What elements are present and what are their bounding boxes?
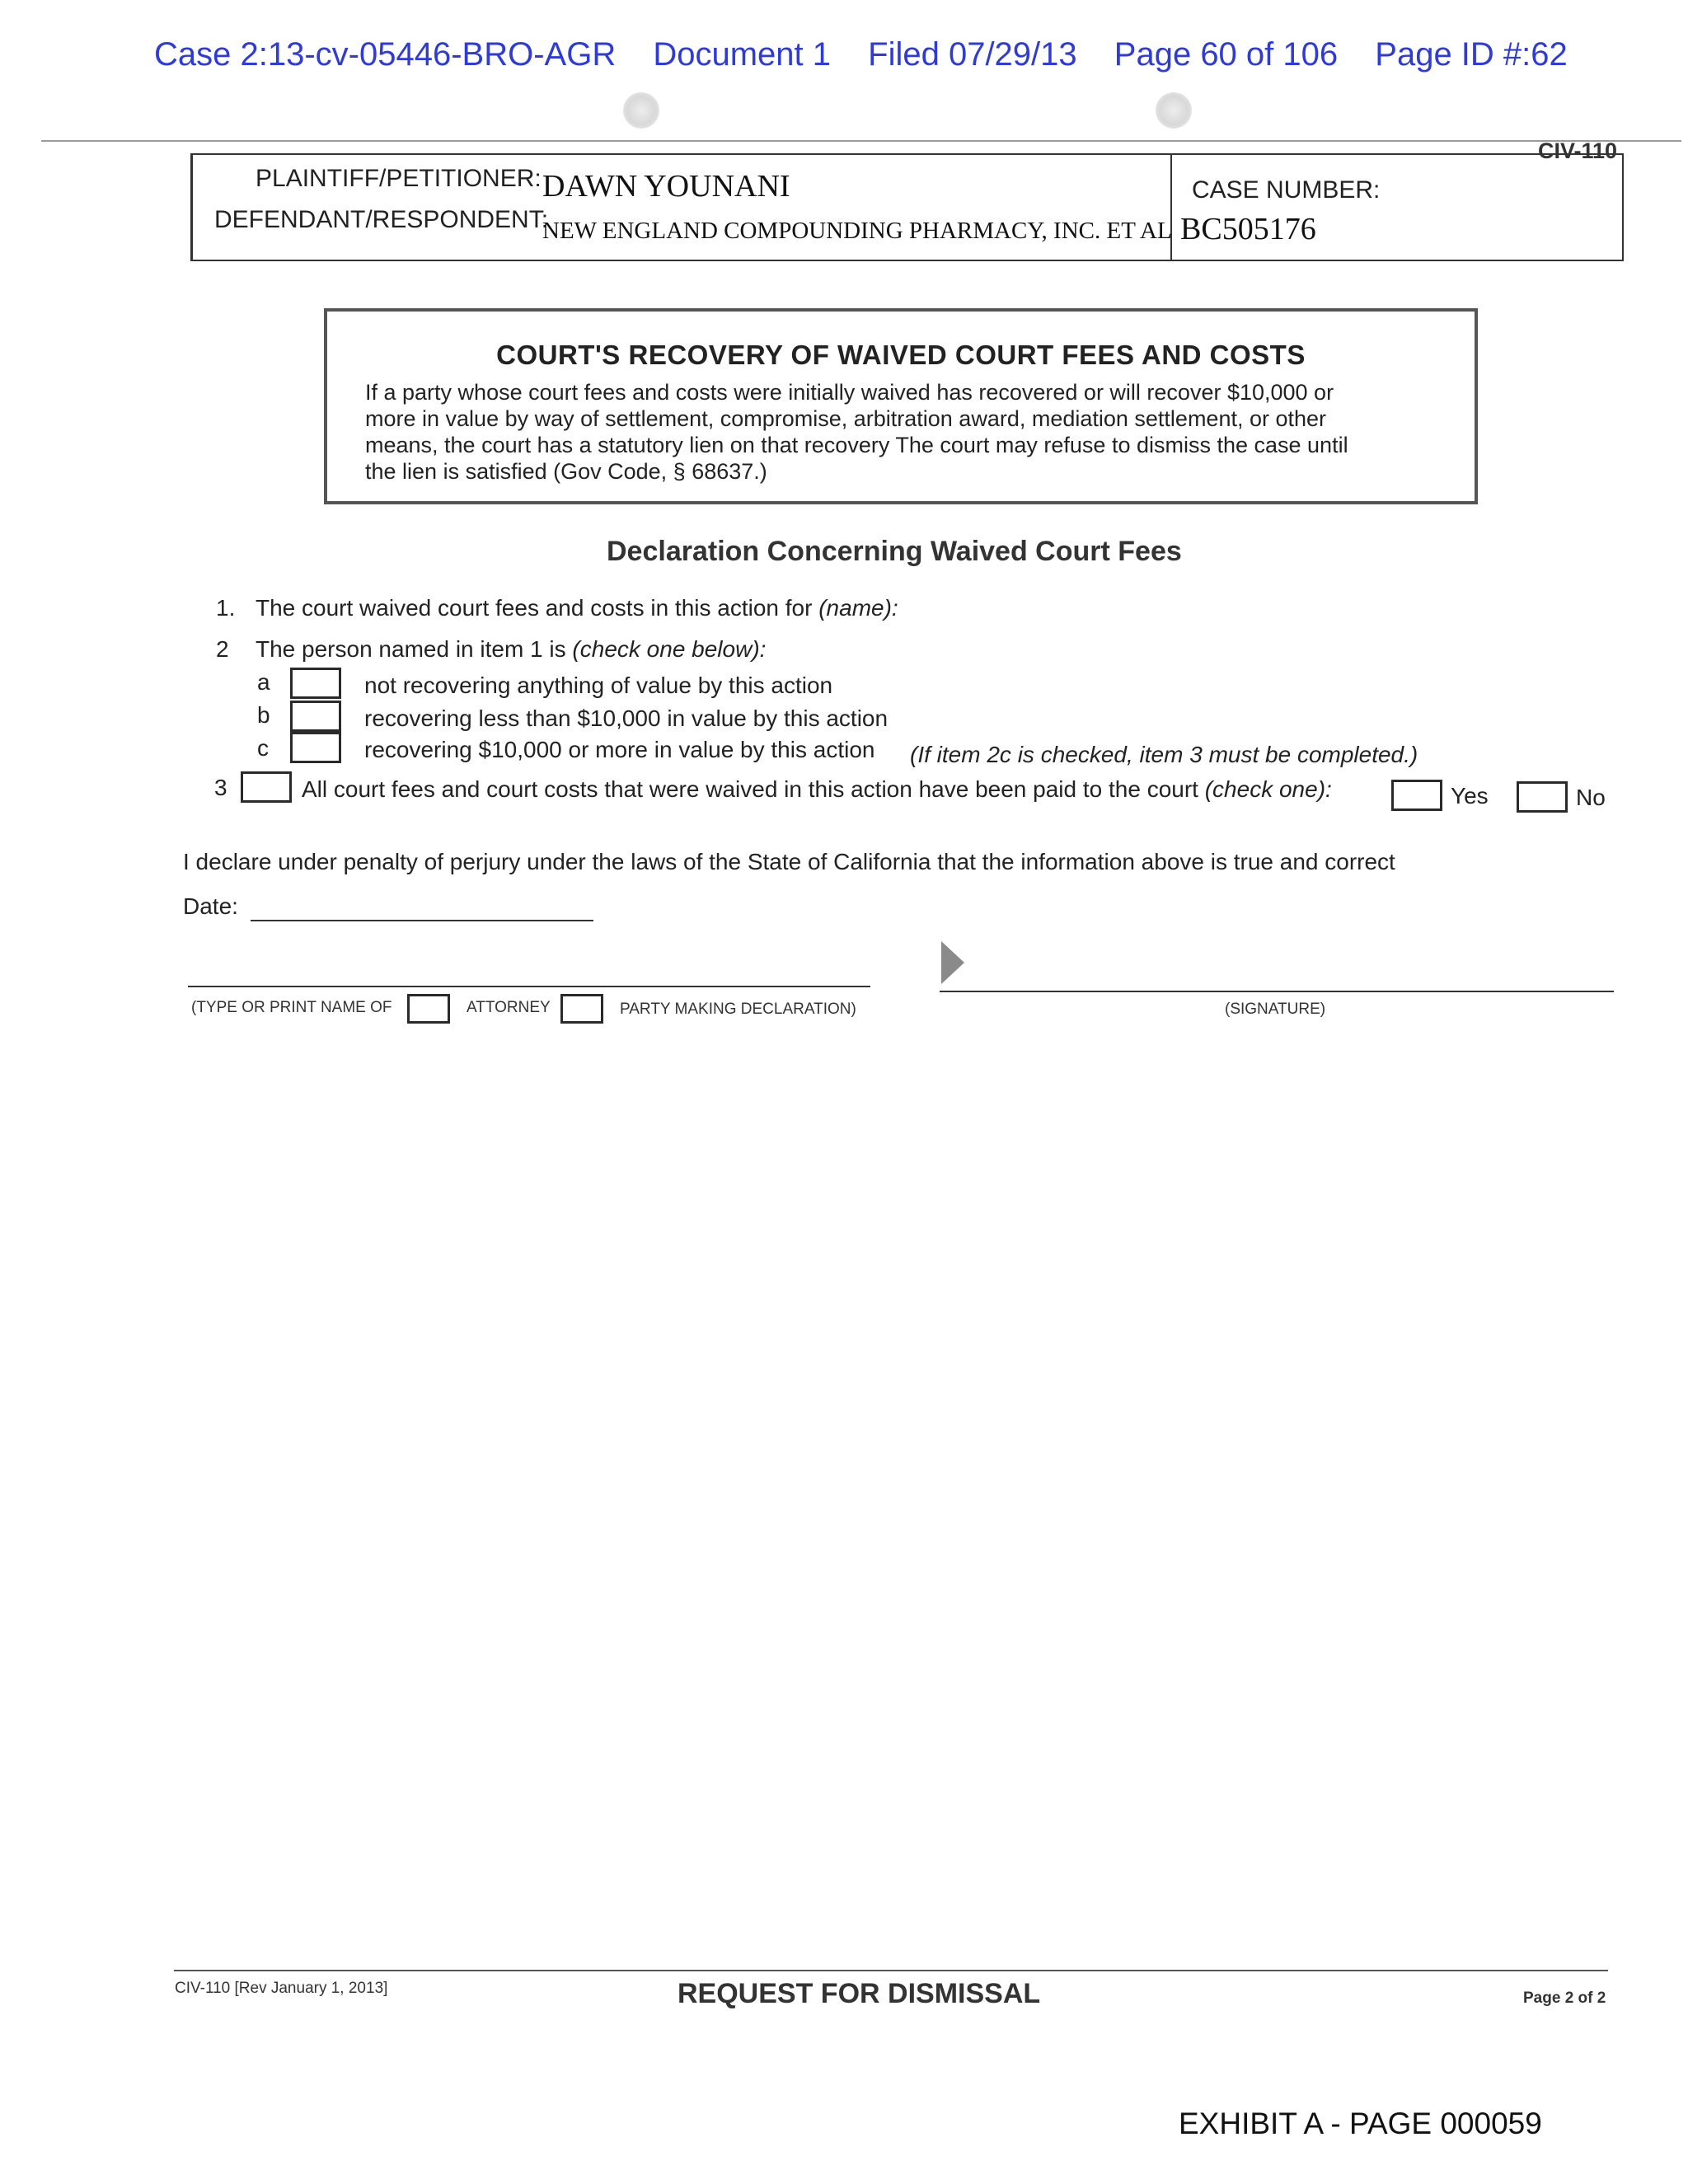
item-2-text: The person named in item 1 is (256, 636, 566, 662)
defendant-label: DEFENDANT/RESPONDENT: (214, 206, 549, 233)
stamp-case: Case 2:13-cv-05446-BRO-AGR (154, 36, 617, 73)
item-2-italic: (check one below): (572, 636, 767, 662)
stamp-page-id: Page ID #:62 (1375, 36, 1568, 73)
item-2b-checkbox[interactable] (290, 701, 341, 732)
signature-caption: (SIGNATURE) (1225, 1001, 1326, 1018)
name-caption: (TYPE OR PRINT NAME OF (191, 999, 392, 1016)
notice-line: means, the court has a statutory lien on that recovery The court may refuse to dismiss the case until (365, 433, 1348, 457)
yes-label: Yes (1451, 783, 1489, 808)
no-checkbox[interactable] (1517, 781, 1568, 813)
item-3-checkbox[interactable] (241, 771, 292, 803)
yes-checkbox[interactable] (1391, 780, 1442, 811)
plaintiff-value: DAWN YOUNANI (542, 169, 790, 204)
item-2a-letter: a (257, 669, 270, 695)
waived-fees-notice (324, 308, 1478, 504)
stamp-filed: Filed 07/29/13 (868, 36, 1077, 73)
top-rule (41, 140, 1681, 142)
attorney-checkbox[interactable] (407, 994, 450, 1024)
item-2b-text: recovering less than $10,000 in value by this action (364, 705, 889, 731)
item-2c-note: (If item 2c is checked, item 3 must be completed.) (910, 742, 1418, 767)
party-checkbox[interactable] (560, 994, 603, 1024)
item-3-text: All court fees and court costs that were waived in this action have been paid to the court (302, 776, 1198, 802)
exhibit-stamp: EXHIBIT A - PAGE 000059 (1179, 2107, 1542, 2140)
filing-stamp (154, 36, 1568, 73)
footer-title: REQUEST FOR DISMISSAL (678, 1978, 1041, 2009)
stamp-page: Page 60 of 106 (1114, 36, 1339, 73)
date-line[interactable] (251, 920, 593, 921)
notice-line: If a party whose court fees and costs were initially waived has recovered or will recover $10,000 or (365, 380, 1334, 405)
case-number-label: CASE NUMBER: (1192, 176, 1381, 204)
item-3-italic: (check one): (1204, 776, 1332, 802)
name-line[interactable] (188, 986, 870, 987)
item-2a-text: not recovering anything of value by this action (364, 673, 833, 698)
item-1-italic: (name): (818, 595, 898, 621)
item-2c-letter: c (257, 735, 269, 761)
punch-hole-right (1156, 92, 1192, 129)
form-revision: CIV-110 [Rev January 1, 2013] (175, 1980, 388, 1997)
case-number-value: BC505176 (1180, 212, 1316, 246)
plaintiff-label: PLAINTIFF/PETITIONER: (256, 165, 542, 192)
case-caption-box (190, 153, 1624, 261)
item-3-number: 3 (214, 775, 227, 800)
item-1-number: 1. (216, 595, 236, 621)
notice-title: COURT'S RECOVERY OF WAIVED COURT FEES AND COSTS (496, 340, 1306, 370)
defendant-value: NEW ENGLAND COMPOUNDING PHARMACY, INC. ET AL (542, 218, 1172, 244)
stamp-document: Document 1 (653, 36, 832, 73)
item-2 (256, 636, 766, 663)
punch-hole-left (623, 92, 659, 129)
declaration-title: Declaration Concerning Waived Court Fees (607, 536, 1182, 567)
signature-line[interactable] (940, 991, 1614, 992)
item-2c-text: recovering $10,000 or more in value by this action (364, 737, 875, 762)
perjury-statement: I declare under penalty of perjury under the laws of the State of California that the information above is true and correct (183, 849, 1395, 874)
item-2c-checkbox[interactable] (290, 732, 341, 763)
attorney-label: ATTORNEY (467, 999, 551, 1016)
item-2a-checkbox[interactable] (290, 668, 341, 699)
notice-line: the lien is satisfied (Gov Code, § 68637.) (365, 459, 767, 484)
item-1-text: The court waived court fees and costs in this action for (256, 595, 813, 621)
item-2-number: 2 (216, 636, 229, 662)
date-label: Date: (183, 893, 238, 919)
notice-body (365, 379, 1445, 485)
form-id: CIV-110 (1538, 138, 1618, 163)
party-label: PARTY MAKING DECLARATION) (620, 1001, 856, 1018)
item-2b-letter: b (257, 702, 270, 728)
footer-page: Page 2 of 2 (1523, 1990, 1606, 2007)
no-label: No (1576, 785, 1606, 810)
footer-rule (174, 1970, 1608, 1971)
sign-here-arrow-icon (940, 940, 968, 986)
item-1 (256, 595, 898, 621)
notice-line: more in value by way of settlement, compromise, arbitration award, mediation settlement, or other (365, 406, 1327, 431)
item-3 (302, 776, 1332, 803)
